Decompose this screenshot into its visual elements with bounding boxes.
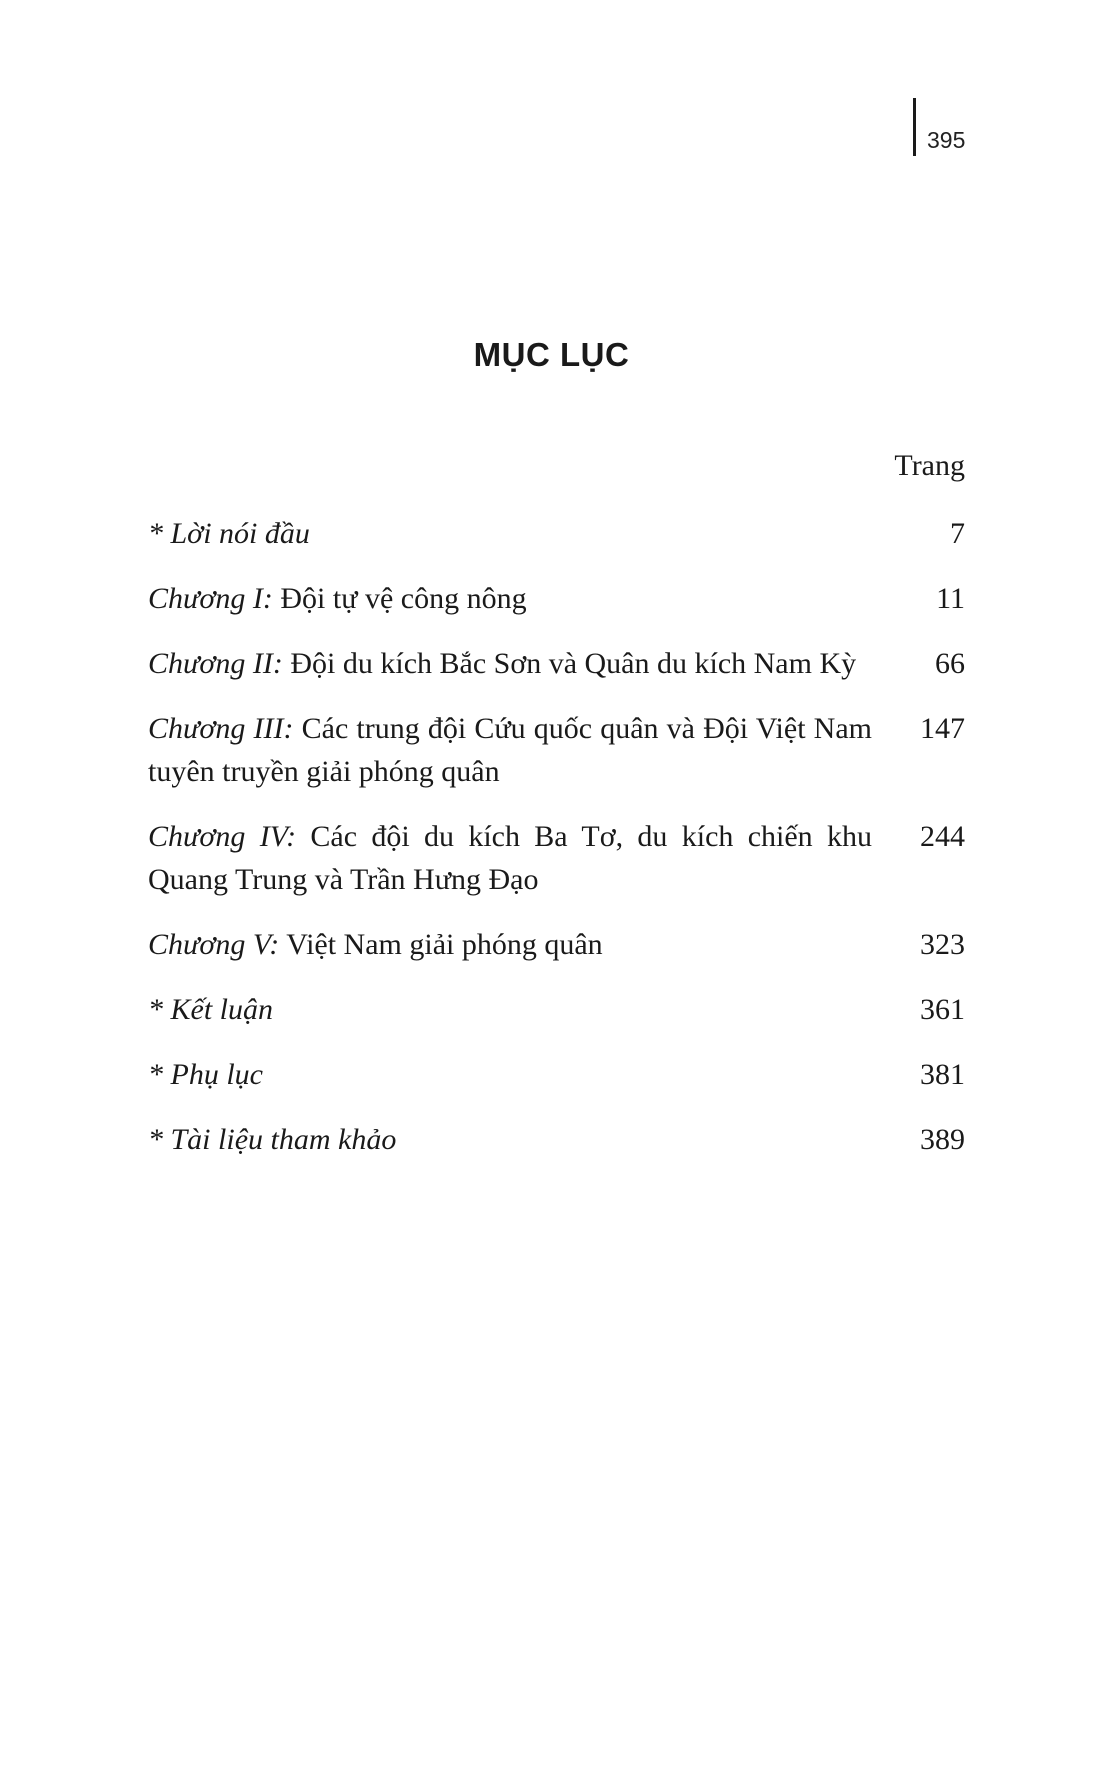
toc-entry-appendix [148, 1053, 965, 1096]
toc-entry-text [148, 1053, 872, 1096]
toc-entry-text [148, 923, 872, 966]
toc-entry-title: Các trung đội Cứu quốc quân và Đội Việt Nam tuyên truyền giải phóng quân [148, 712, 873, 788]
toc-entry-title: Đội tự vệ công nông [272, 582, 527, 615]
toc-entry-title: Việt Nam giải phóng quân [279, 928, 603, 961]
toc-entry-chapter-1 [148, 577, 965, 620]
toc-entry-text [148, 577, 872, 620]
toc-entry-title: Các đội du kích Ba Tơ, du kích chiến khu Quang Trung và Trần Hưng Đạo [148, 820, 872, 896]
page-header [913, 98, 965, 156]
header-rule [913, 98, 916, 156]
toc-entry-label: Chương III: [148, 712, 294, 745]
toc-entry-title: Đội du kích Bắc Sơn và Quân du kích Nam Kỳ [282, 647, 857, 680]
toc-entry-page: 244 [920, 820, 965, 853]
toc-entry-chapter-5 [148, 923, 965, 966]
toc-entry-text [148, 642, 872, 685]
toc-entry-page: 11 [936, 582, 965, 615]
toc-entry-label: Chương V: [148, 928, 280, 961]
toc-entry-conclusion [148, 988, 965, 1031]
toc-entry-page: 381 [920, 1058, 965, 1091]
toc-entry-label: * Kết luận [148, 993, 273, 1026]
page-column-label: Trang [894, 449, 965, 482]
toc-entry-text [148, 815, 872, 901]
toc-entry-text [148, 512, 872, 555]
toc-entry-chapter-2 [148, 642, 965, 685]
toc-list [148, 512, 965, 1183]
toc-entry-page: 147 [920, 712, 965, 745]
toc-entry-page: 389 [920, 1123, 965, 1156]
toc-entry-label: Chương II: [148, 647, 283, 680]
toc-entry-page: 361 [920, 993, 965, 1026]
toc-entry-text [148, 988, 872, 1031]
page-number: 395 [927, 126, 966, 153]
toc-entry-page: 66 [935, 647, 965, 680]
toc-title: MỤC LỤC [473, 336, 630, 373]
toc-entry-page: 323 [920, 928, 965, 961]
toc-entry-references [148, 1118, 965, 1161]
toc-entry-label: Chương IV: [148, 820, 297, 853]
toc-entry-preface [148, 512, 965, 555]
toc-entry-page: 7 [950, 517, 965, 550]
toc-entry-label: * Lời nói đầu [148, 517, 310, 550]
toc-entry-text [148, 707, 872, 793]
toc-entry-chapter-4 [148, 815, 965, 901]
toc-entry-label: Chương I: [148, 582, 273, 615]
toc-entry-text [148, 1118, 872, 1161]
toc-entry-label: * Phụ lục [148, 1058, 263, 1091]
toc-entry-chapter-3 [148, 707, 965, 793]
toc-entry-label: * Tài liệu tham khảo [148, 1123, 397, 1156]
